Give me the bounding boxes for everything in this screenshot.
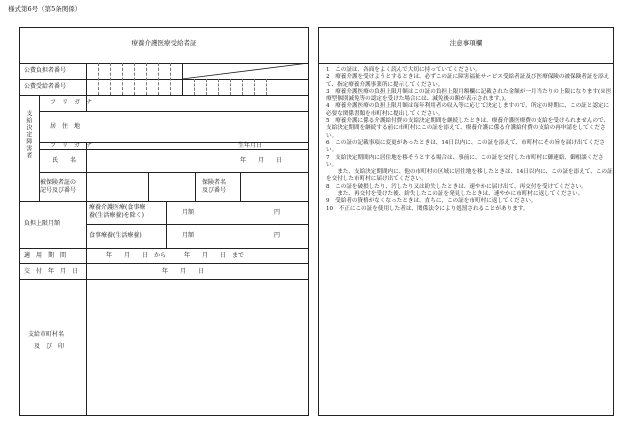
- copay-limit-label: 負担上限月額: [24, 220, 61, 227]
- insured-card-label-1: 被保険者証の: [40, 179, 77, 186]
- insurer-number-label-2: 及び番号: [202, 187, 227, 194]
- furigana-label-2: フ リ ガ ナ: [50, 142, 93, 149]
- note-item: 5 療養介護に係る介護給付費の支給決定期間を継続したときは、療養介護医療費の支給を受けられませんので、支給決定期間を継続する前に市町村にこの証を添えて、療養介護に係る介護給付費の支給の再申請をしてください。: [326, 118, 610, 139]
- monthly-label: 月額: [182, 209, 195, 216]
- name-label: 氏 名: [52, 157, 77, 164]
- note-item: 4 療養介護医療の負担上限月額は毎年利用者の収入等に応じて決定しますので、所定の時期に、この証と認定に必要な関係書類を市町村に提出してください。: [326, 103, 610, 117]
- certificate-title: 療養介護医療受給者証: [131, 39, 197, 47]
- insured-card-label-2: 記号及び番号: [40, 187, 77, 194]
- recipient-section-label: 支給決定障害者: [24, 110, 32, 159]
- medical-care-label-2: 養(生活療養)を除く): [89, 212, 145, 219]
- medical-care-label-1: 療養介護医療(食事療: [89, 204, 146, 211]
- municipality-label-2: 及 び 印: [34, 343, 65, 350]
- note-item: 2 療養介護を受けようとするときは、必ずこの証に障害福祉サービス受給者証及び医療保険の被保険者証を添えて、指定療養介護事業所に提示してください。: [326, 74, 610, 88]
- public-payer-number-label: 公費負担者番号: [24, 67, 67, 74]
- notes-title: 注意事項欄: [449, 39, 483, 47]
- yen-label-2: 円: [274, 232, 281, 239]
- notes-list: [326, 67, 614, 213]
- insurer-number-label-1: 保険者名: [202, 179, 227, 186]
- municipality-label-1: 支給市町村名: [28, 331, 65, 338]
- public-recipient-number-label: 公費受給者番号: [24, 83, 67, 90]
- note-item: 1 この証は、各面をよく読んで大切に持っていてください。: [326, 67, 481, 73]
- note-item: 7 支給決定期間内に居住地を移そうとする場合は、事前に、この証を交付した市町村に御連絡、御相談ください。: [326, 154, 604, 168]
- blank-cell-slash: [182, 63, 309, 79]
- note-item: 3 療養介護医療の負担上限月額はこの証の負担上限月額欄に記載された金額が一月当たりの上限になります(※医療型個別減免等の認定を受けた場合には、減免後の額が表示されます。)。: [326, 88, 612, 103]
- yen-label: 円: [274, 209, 281, 216]
- issue-date-value: 年 月 日: [162, 268, 205, 275]
- note-item: また、再交付を受けた後、紛失したこの証を発見したときは、速やかに市町村に返してください。: [326, 191, 584, 198]
- period-value: 年 月 日 から 年 月 日 まで: [106, 252, 245, 259]
- monthly-label-2: 月額: [182, 232, 195, 239]
- dob-value: 年 月 日: [240, 157, 283, 164]
- furigana-label: フ リ ガ ナ: [50, 99, 93, 106]
- meal-care-label: 食事療養(生活療養): [89, 232, 142, 239]
- form-number: 様式第6号（第5条関係）: [8, 5, 82, 13]
- note-item: また、支給決定期間内に、他の市町村の区域に居住地を移したときは、14日以内に、この証を添えて、この証を交付した市町村に届け出てください。: [326, 169, 613, 183]
- note-item: 8 この証を破損したり、汚したり又は紛失したときは、速やかに届け出て、再交付を受けてください。: [326, 183, 587, 190]
- dob-label: 生年月日: [238, 142, 263, 149]
- issue-date-label: 交 付 年 月 日: [24, 268, 79, 275]
- period-label: 適 用 期 間: [24, 252, 67, 259]
- note-item: 9 受給者の資格がなくなったときは、直ちに、この証を市町村に返してください。: [326, 198, 537, 205]
- note-item: 6 この証の記載事項に変更があったときは、14日以内に、この証を添えて、市町村にその旨を届け出てください。: [326, 139, 606, 154]
- note-item: 10 不正にこの証を使用した者は、関係法令により処罰されることがあります。: [326, 205, 529, 212]
- address-label: 居 住 地: [50, 123, 81, 130]
